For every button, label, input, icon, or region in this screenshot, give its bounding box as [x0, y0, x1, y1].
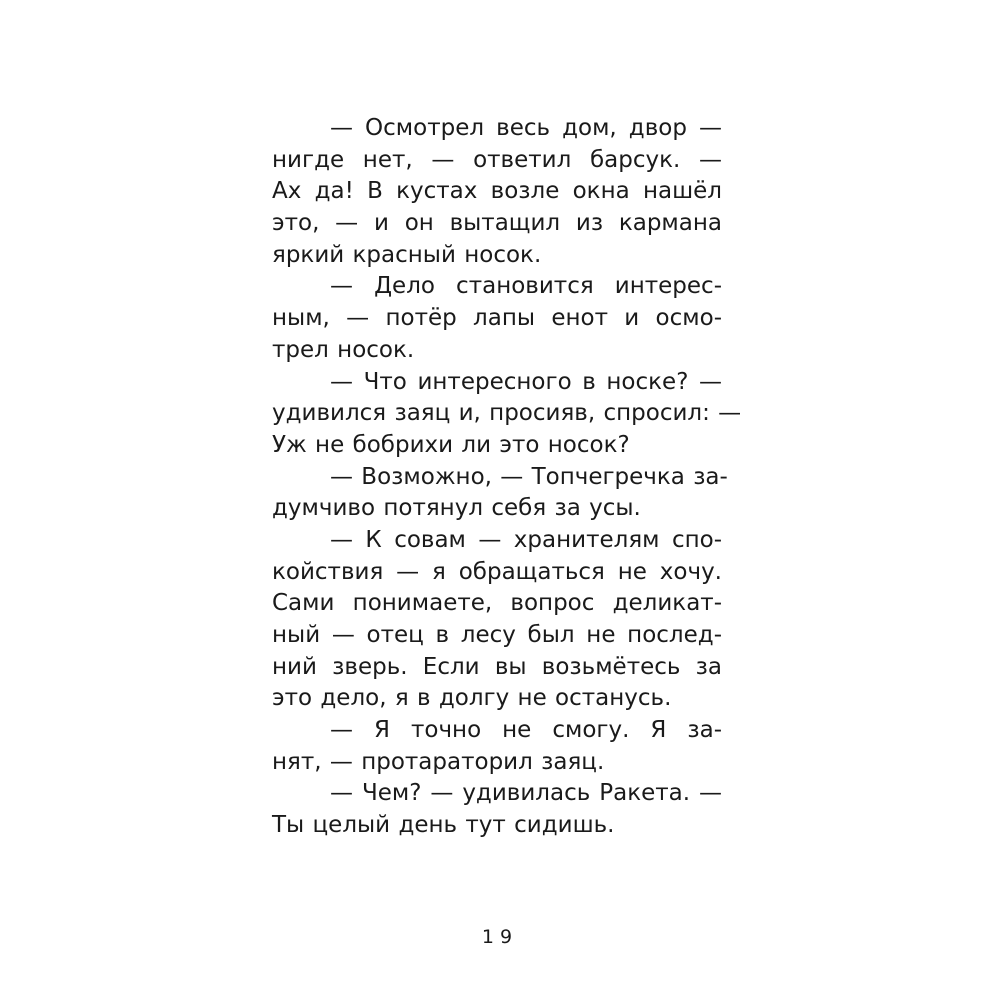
text-line: трел носок. — [272, 336, 415, 363]
text-line: это, — и он вытащил из кармана — [272, 210, 722, 237]
text-line: — Я точно не смогу. Я за- — [330, 717, 722, 744]
text-line: койствия — я обращаться не хочу. — [272, 558, 722, 585]
text-line: думчиво потянул себя за усы. — [272, 495, 641, 522]
text-line: Сами понимаете, вопрос деликат- — [272, 590, 722, 617]
text-line: — Дело становится интерес- — [330, 273, 722, 300]
body-text — [272, 113, 742, 842]
text-line: это дело, я в долгу не останусь. — [272, 685, 672, 712]
text-line: нят, — протараторил заяц. — [272, 748, 605, 775]
page-number: 19 — [481, 926, 519, 948]
text-line: ний зверь. Если вы возьмётесь за — [272, 653, 722, 680]
text-line: Уж не бобрихи ли это носок? — [272, 431, 630, 458]
text-line: яркий красный носок. — [272, 241, 542, 268]
text-line: нигде нет, — ответил барсук. — — [272, 146, 722, 173]
text-line: удивился заяц и, просияв, спросил: — — [272, 400, 742, 427]
text-line: — К совам — хранителям спо- — [330, 526, 722, 553]
text-line: ный — отец в лесу был не послед- — [272, 622, 722, 648]
text-line: ным, — потёр лапы енот и осмо- — [272, 305, 722, 332]
text-line: — Возможно, — Топчегречка за- — [330, 463, 728, 490]
text-line: Ах да! В кустах возле окна нашёл — [272, 178, 722, 205]
text-line: — Что интересного в носке? — — [330, 368, 722, 395]
text-line: — Чем? — удивилась Ракета. — — [330, 780, 722, 807]
text-line: Ты целый день тут сидишь. — [272, 812, 615, 839]
text-line: — Осмотрел весь дом, двор — — [330, 115, 722, 141]
